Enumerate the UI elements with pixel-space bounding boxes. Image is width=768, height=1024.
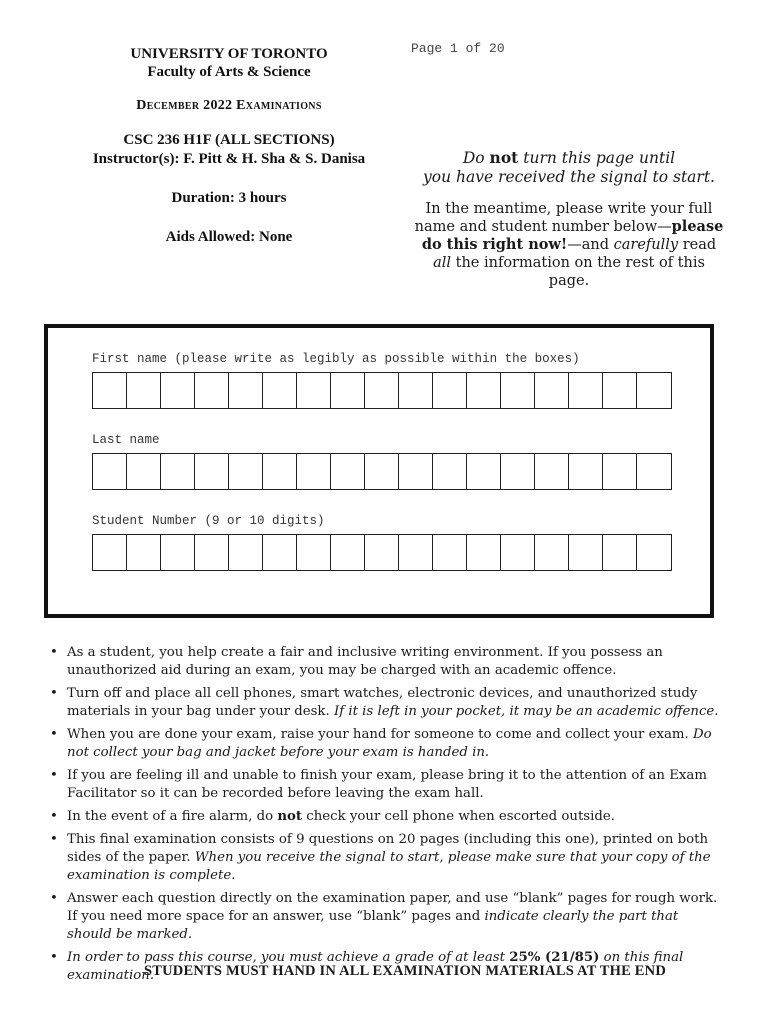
bullet-icon: • [50,727,58,742]
exam-session: December 2022 Examinations [136,98,322,113]
last-name-label: Last name [92,433,160,447]
first-name-boxes[interactable] [92,372,672,409]
bullet-icon: • [50,645,58,660]
list-item: • In the event of a fire alarm, do not check your cell phone when escorted outside. [50,809,615,824]
bullet-icon: • [50,950,58,965]
course-code: CSC 236 H1F (ALL SECTIONS) [123,132,335,148]
bullet-icon: • [50,891,58,906]
footer-notice: STUDENTS MUST HAND IN ALL EXAMINATION MATERIALS AT THE END [143,963,667,979]
aids-allowed: Aids Allowed: None [165,229,293,245]
meantime-instructions: In the meantime, please write your full name and student number below—please do this right now!—and carefully read all the information on the rest of this page. [414,201,724,289]
start-notice [412,148,726,290]
student-number-boxes[interactable] [92,534,672,571]
student-info-box [44,324,714,618]
do-not-turn-notice: Do not turn this page until you have received the signal to start. [423,148,715,186]
bullet-icon: • [50,832,58,847]
page-number: Page 1 of 20 [411,41,505,56]
list-item: • Answer each question directly on the examination paper, and use “blank” pages for rough work. If you need more space for an answer, use “blank” pages and indicate clearly the part that should be marked. [50,891,718,942]
last-name-boxes[interactable] [92,453,672,490]
list-item: • In order to pass this course, you must achieve a grade of at least 25% (21/85) on this final examination. [50,950,684,983]
instructors: Instructor(s): F. Pitt & H. Sha & S. Danisa [92,151,366,167]
list-item: • When you are done your exam, raise your hand for someone to come and collect your exam. Do not collect your bag and jacket before your exam is handed in. [50,727,712,760]
university-name: UNIVERSITY OF TORONTO [130,46,328,62]
faculty-name: Faculty of Arts & Science [147,64,311,80]
first-name-label: First name (please write as legibly as possible within the boxes) [92,352,580,366]
list-item: • Turn off and place all cell phones, smart watches, electronic devices, and unauthorized study materials in your bag under your desk. If it is left in your pocket, it may be an academic offence. [50,686,719,719]
list-item: • As a student, you help create a fair and inclusive writing environment. If you possess an unauthorized aid during an exam, you may be charged with an academic offence. [50,645,663,678]
bullet-icon: • [50,686,58,701]
bullet-icon: • [50,768,58,783]
list-item: • If you are feeling ill and unable to finish your exam, please bring it to the attention of an Exam Facilitator so it can be recorded before leaving the exam hall. [50,768,707,801]
exam-header [74,45,384,246]
bullet-icon: • [50,809,58,824]
instruction-list [50,644,726,990]
student-number-label: Student Number (9 or 10 digits) [92,514,325,528]
list-item: • This final examination consists of 9 questions on 20 pages (including this one), printed on both sides of the paper. When you receive the signal to start, please make sure that your copy of the examination is complete. [50,832,711,883]
exam-duration: Duration: 3 hours [171,190,287,206]
